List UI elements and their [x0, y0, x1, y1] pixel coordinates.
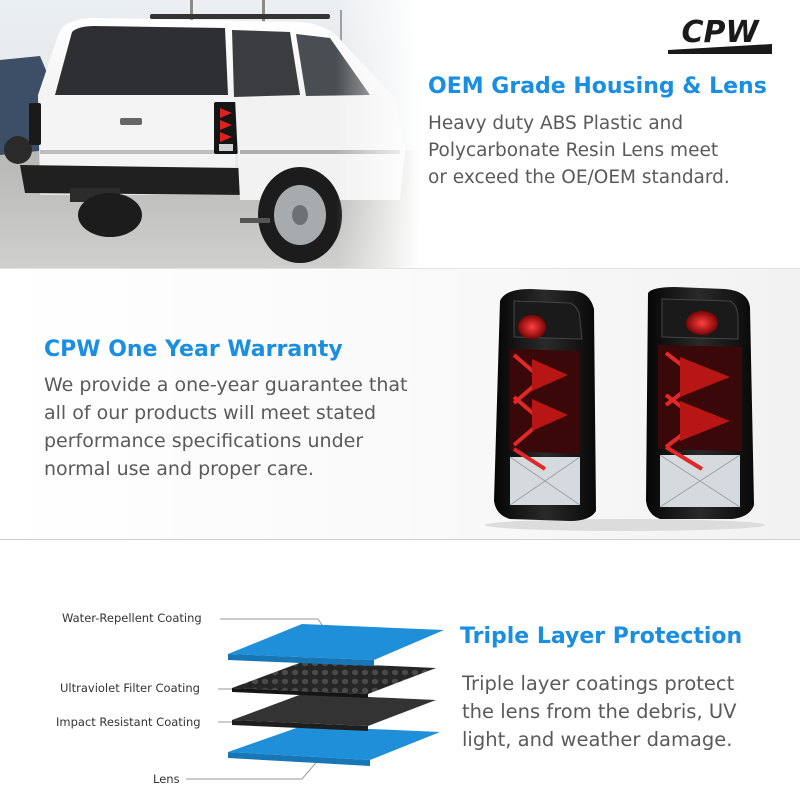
uv-filter-label: Ultraviolet Filter Coating [60, 681, 200, 695]
description-line: normal use and proper care. [44, 458, 314, 480]
uv-filter-layer [232, 662, 436, 694]
description-line: all of our products will meet stated [44, 402, 377, 424]
description-line: Heavy duty ABS Plastic and [428, 113, 684, 134]
description-line: light, and weather damage. [462, 728, 733, 751]
left-tail-light [494, 289, 596, 521]
water-repellent-label: Water-Repellent Coating [62, 611, 202, 625]
warranty-section [0, 268, 800, 540]
layer-diagram [40, 560, 460, 800]
description-line: Polycarbonate Resin Lens meet [428, 140, 719, 161]
description-line: We provide a one-year guarantee that [44, 374, 408, 396]
suv-rear-photo [0, 0, 420, 268]
lens-label: Lens [153, 772, 180, 786]
impact-resistant-label: Impact Resistant Coating [56, 715, 201, 729]
tail-lights-photo [470, 279, 780, 534]
triple-layer-section [0, 540, 800, 800]
description-line: or exceed the OE/OEM standard. [428, 167, 730, 188]
logo-text: CPW [681, 15, 759, 50]
right-tail-light [646, 287, 754, 519]
description-line: the lens from the debris, UV [462, 700, 737, 723]
description-line: performance specifications under [44, 430, 364, 452]
warranty-description [44, 371, 407, 483]
triple-layer-heading: Triple Layer Protection [460, 624, 743, 649]
description-line: Triple layer coatings protect [462, 672, 735, 695]
warranty-heading: CPW One Year Warranty [44, 337, 343, 362]
cpw-logo [668, 12, 772, 54]
housing-lens-description [428, 110, 730, 191]
water-repellent-layer [228, 624, 444, 660]
housing-lens-section [0, 0, 800, 268]
impact-resistant-layer [232, 694, 436, 726]
triple-layer-description [462, 670, 736, 754]
housing-lens-heading: OEM Grade Housing & Lens [428, 74, 767, 99]
